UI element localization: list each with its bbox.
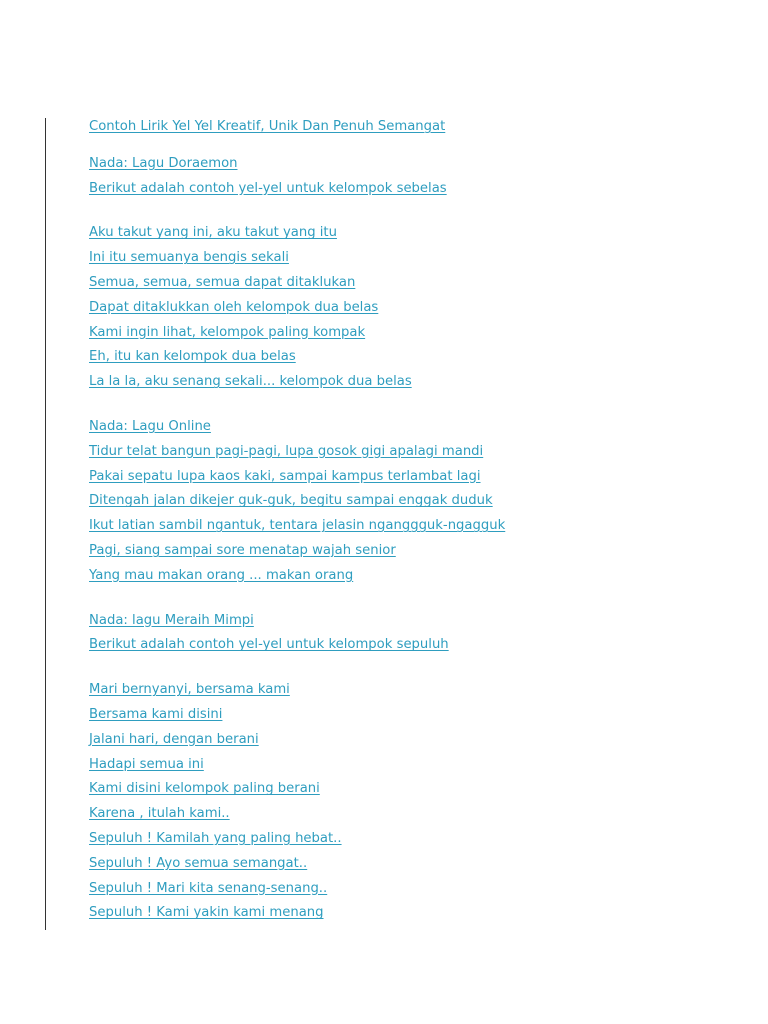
- lyric-line[interactable]: Sepuluh ! Ayo semua semangat..: [89, 855, 308, 871]
- lyric-line[interactable]: Yang mau makan orang ... makan orang: [89, 567, 354, 583]
- lyric-line[interactable]: La la la, aku senang sekali... kelompok dua belas: [89, 374, 412, 390]
- margin-rule: [45, 118, 46, 930]
- intro-kelompok-sepuluh[interactable]: Berikut adalah contoh yel-yel untuk kelompok sepuluh: [89, 637, 449, 653]
- spacer: [89, 589, 729, 609]
- lyric-line[interactable]: Semua, semua, semua dapat ditaklukan: [89, 274, 356, 290]
- document-title[interactable]: Contoh Lirik Yel Yel Kreatif, Unik Dan Penuh Semangat: [89, 119, 446, 134]
- lyric-line[interactable]: Ikut latian sambil ngantuk, tentara jelasin nganggguk-ngagguk: [89, 518, 506, 534]
- lyric-line[interactable]: Aku takut yang ini, aku takut yang itu: [89, 225, 337, 241]
- spacer: [89, 201, 729, 221]
- lyric-line[interactable]: Mari bernyanyi, bersama kami: [89, 682, 290, 698]
- lyric-line[interactable]: Karena , itulah kami..: [89, 806, 230, 822]
- lyric-line[interactable]: Pagi, siang sampai sore menatap wajah senior: [89, 542, 396, 558]
- lyric-line[interactable]: Kami ingin lihat, kelompok paling kompak: [89, 324, 366, 340]
- lyric-line[interactable]: Eh, itu kan kelompok dua belas: [89, 349, 296, 365]
- lyric-line[interactable]: Ini itu semuanya bengis sekali: [89, 250, 289, 266]
- lyric-line[interactable]: Pakai sepatu lupa kaos kaki, sampai kampus terlambat lagi: [89, 468, 481, 484]
- lyric-line[interactable]: Sepuluh ! Kamilah yang paling hebat..: [89, 830, 342, 846]
- lyric-line[interactable]: Jalani hari, dengan berani: [89, 731, 259, 747]
- lyric-line[interactable]: Hadapi semua ini: [89, 756, 204, 772]
- lyric-line[interactable]: Dapat ditaklukkan oleh kelompok dua belas: [89, 299, 379, 315]
- nada-online[interactable]: Nada: Lagu Online: [89, 418, 211, 434]
- lyric-line[interactable]: Sepuluh ! Mari kita senang-senang..: [89, 880, 328, 896]
- document-body: [89, 115, 729, 926]
- lyric-line[interactable]: Kami disini kelompok paling berani: [89, 781, 320, 797]
- lyric-line[interactable]: Bersama kami disini: [89, 706, 223, 722]
- spacer: [89, 395, 729, 415]
- lyric-line[interactable]: Sepuluh ! Kami yakin kami menang: [89, 905, 324, 921]
- lyric-line[interactable]: Tidur telat bangun pagi-pagi, lupa gosok gigi apalagi mandi: [89, 443, 484, 459]
- lyric-line[interactable]: Ditengah jalan dikejer guk-guk, begitu sampai enggak duduk: [89, 493, 493, 509]
- nada-meraih-mimpi[interactable]: Nada: lagu Meraih Mimpi: [89, 612, 254, 628]
- intro-kelompok-sebelas[interactable]: Berikut adalah contoh yel-yel untuk kelompok sebelas: [89, 180, 447, 196]
- spacer: [89, 658, 729, 678]
- nada-doraemon[interactable]: Nada: Lagu Doraemon: [89, 155, 238, 171]
- spacer: [89, 140, 729, 152]
